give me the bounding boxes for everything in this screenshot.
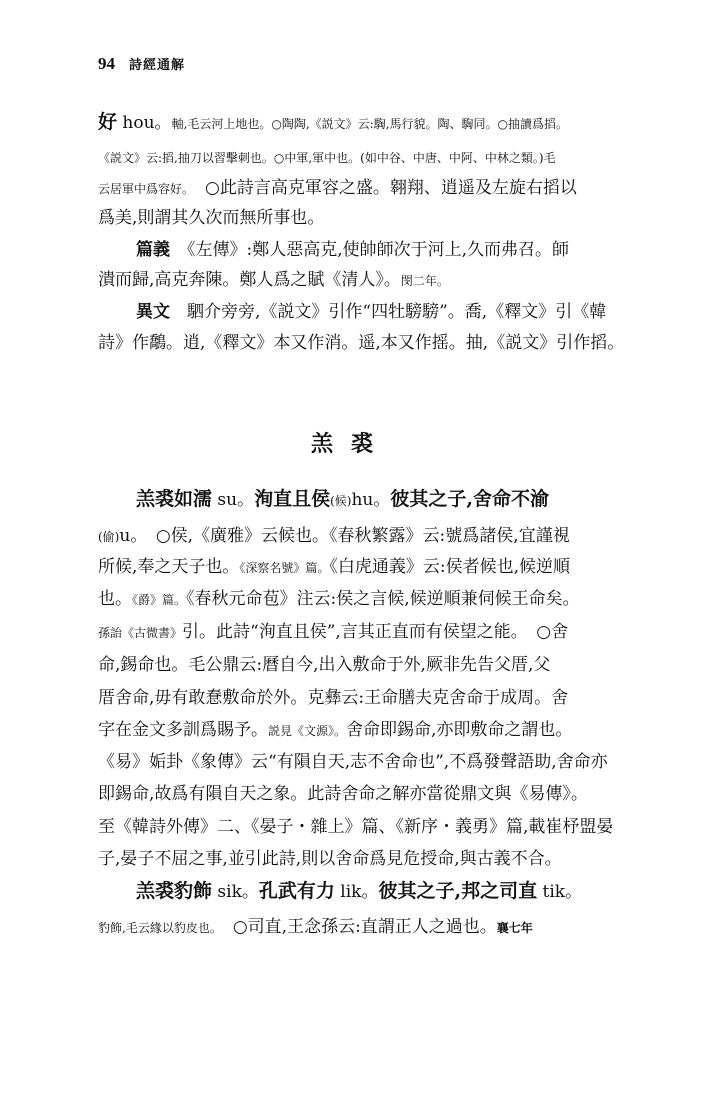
note-text: 《深察名號》篇。	[239, 561, 330, 575]
note-text: 云居軍中爲容好。	[98, 182, 189, 196]
body-text-span: hou。	[117, 113, 172, 133]
body-text-span: 至《韓詩外傳》二、《晏子・雜上》篇、《新序・義勇》篇,載崔杼盟晏	[98, 817, 614, 837]
text-line	[98, 587, 626, 613]
text-line	[98, 620, 626, 646]
body-text-span: 子,晏子不屈之事,並引此詩,則以舍命爲見危授命,與古義不合。	[98, 849, 562, 869]
body-text-span: 即錫命,故爲有隕自天之象。此詩舍命之解亦當從鼎文與《易傳》。	[98, 784, 588, 804]
text-line	[136, 879, 626, 905]
text-line	[98, 268, 626, 294]
bold-text: 洵直且侯	[254, 488, 331, 510]
text-line	[98, 847, 626, 873]
text-line	[98, 331, 626, 357]
book-title: 詩經通解	[129, 58, 186, 73]
body-text-span: 舍命即錫命,亦即敷命之謂也。	[346, 720, 573, 740]
note-text: 襄七年	[496, 921, 533, 935]
text-line	[98, 653, 626, 679]
bold-text: 彼其之子,邦之司直	[378, 880, 538, 902]
body-text-span: 爲美,則謂其久次而無所事也。	[98, 208, 325, 228]
running-header	[98, 54, 185, 78]
text-line	[98, 815, 626, 841]
body-text-span: 命,錫命也。毛公鼎云:曆自今,出入敷命于外,厥非先告父厝,父	[98, 655, 551, 675]
body-text-span: su。	[212, 490, 255, 510]
text-line	[98, 718, 626, 744]
body-text-span: 《春秋元命苞》注云:侯之言候,候逆順兼伺候王命矣。	[186, 589, 580, 609]
text-line	[98, 750, 626, 776]
bold-text: 孔武有力	[258, 880, 335, 902]
note-text: 孫詒《古微書》	[98, 626, 183, 640]
body-text-span: 字在金文多訓爲賜予。	[98, 720, 268, 740]
note-text: 閔二年。	[400, 274, 449, 288]
body-text-span: 《易》姤卦《象傳》云“有隕自天,志不舍命也”,不爲發聲語助,舍命亦	[98, 752, 608, 772]
note-text: 豹飾,毛云緣以豹皮也。	[98, 921, 216, 935]
note-text: 説見《文源》。	[268, 724, 347, 738]
text-line	[136, 487, 626, 513]
body-text-span: ○此詩言高克軍容之盛。翱翔、逍遥及左旋右搯以	[188, 178, 577, 198]
note-text: (候)	[330, 494, 352, 508]
page-number: 94	[98, 54, 115, 73]
text-line	[98, 555, 626, 581]
text-line	[98, 110, 626, 136]
bold-text: 彼其之子,舍命不渝	[390, 488, 550, 510]
body-text-span: 《白虎通義》云:侯者候也,候逆順	[329, 557, 571, 577]
body-text-span: u。 ○侯,《廣雅》云候也。《春秋繁露》云:號爲諸侯,宜謹視	[119, 526, 570, 546]
body-text-span: 引。此詩“洵直且侯”,言其正直而有侯望之能。 ○舍	[182, 622, 569, 642]
body-text-span: 所候,奉之天子也。	[98, 557, 240, 577]
text-line	[136, 300, 626, 326]
bold-text: 篇義	[136, 240, 170, 260]
body-text-span: 《左傳》:鄭人惡高克,使帥師次于河上,久而弗召。師	[170, 240, 570, 260]
body-text-span: sik。	[212, 882, 259, 902]
bold-text: 異文	[136, 302, 170, 322]
body-text-span: lik。	[334, 882, 379, 902]
body-text-span: ○司直,王念孫云:直謂正人之過也。	[215, 917, 497, 937]
body-text-span: hu。	[351, 490, 391, 510]
note-text: (偷)	[98, 530, 120, 544]
body-text-span: 厝舍命,毋有敢惷敷命於外。克彝云:王命膳夫克舍命于成周。舍	[98, 688, 569, 708]
bold-text: 羔裘如濡	[136, 488, 213, 510]
note-text: 《爵》篇。	[132, 593, 187, 607]
text-line	[98, 686, 626, 712]
text-line	[98, 782, 626, 808]
text-line	[98, 524, 626, 550]
text-line	[98, 145, 626, 171]
bold-text: 羔裘豹飾	[136, 880, 213, 902]
text-line	[98, 206, 626, 232]
note-text: 《説文》云:搯,抽刀以習擊刺也。○中軍,軍中也。(如中谷、中唐、中阿、中林之類。)毛	[98, 151, 556, 165]
section-title: 羔裘	[310, 431, 391, 457]
text-line	[98, 915, 626, 941]
text-line	[98, 176, 626, 202]
bold-text: 好	[98, 111, 118, 133]
note-text: 軸,毛云河上地也。○陶陶,《説文》云:騊,馬行貌。陶、騊同。○抽讀爲搯。	[171, 117, 568, 131]
body-text-span: tik。	[537, 882, 583, 902]
body-text-span: 也。	[98, 589, 132, 609]
text-line	[136, 238, 626, 264]
body-text-span: 駟介旁旁,《説文》引作“四牡騯騯”。喬,《釋文》引《韓	[170, 302, 607, 322]
body-text-span: 詩》作鷮。逍,《釋文》本又作消。遥,本又作摇。抽,《説文》引作搯。	[98, 333, 625, 353]
body-text-span: 潰而歸,高克奔陳。鄭人爲之賦《清人》。	[98, 270, 401, 290]
